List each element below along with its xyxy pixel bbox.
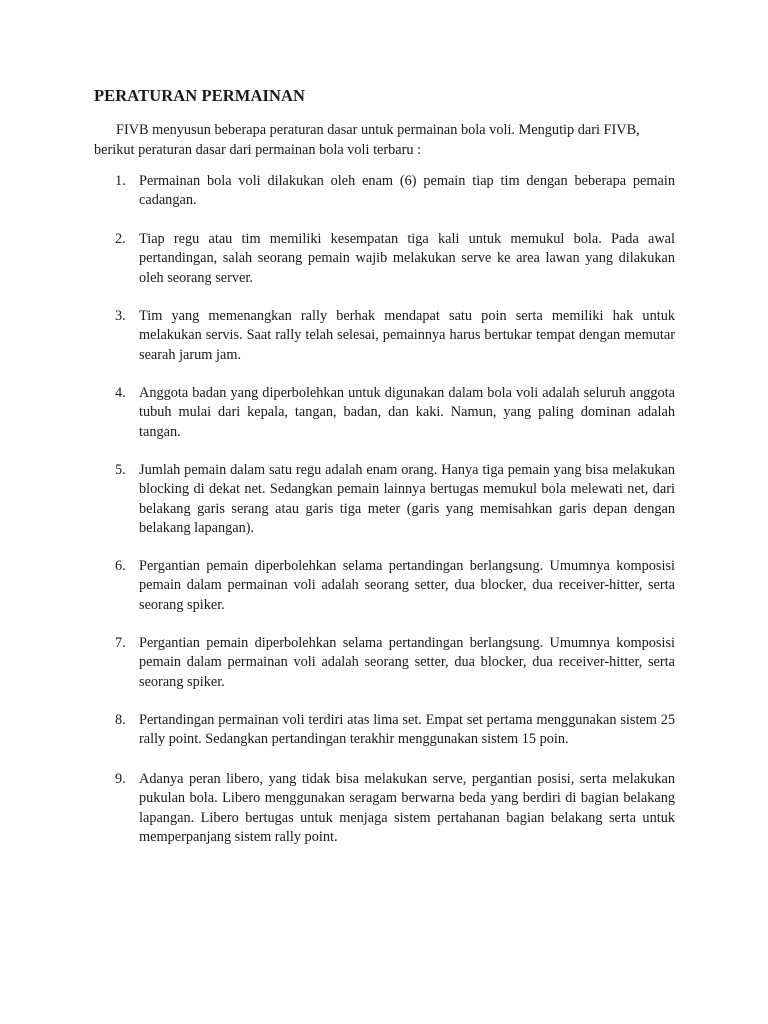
rule-number: 8. xyxy=(115,712,126,728)
rule-text: Adanya peran libero, yang tidak bisa melakukan serve, pergantian posisi, serta melakukan pukulan bola. Libero menggunakan seragam berwarna beda yang berdiri di bagian belakang lapangan. Libero bertugas untuk menjaga sistem pertahanan bagian belakang serta untuk memperpanjang sistem rally point. xyxy=(139,771,675,845)
rule-number: 9. xyxy=(115,771,126,787)
rule-number: 6. xyxy=(115,558,126,574)
rule-number: 7. xyxy=(115,635,126,651)
rule-text: Pertandingan permainan voli terdiri atas lima set. Empat set pertama menggunakan sistem 25 rally point. Sedangkan pertandingan terakhir menggunakan sistem 15 poin. xyxy=(139,712,675,748)
rule-number: 4. xyxy=(115,385,126,401)
rule-number: 1. xyxy=(115,173,126,189)
rule-text: Jumlah pemain dalam satu regu adalah enam orang. Hanya tiga pemain yang bisa melakukan blocking di dekat net. Sedangkan pemain lainnya bertugas memukul bola melewati net, dari belakang garis serang atau garis tiga meter (garis yang memisahkan garis depan dengan belakang lapangan). xyxy=(139,462,675,536)
rule-item-3 xyxy=(115,307,675,365)
rule-number: 2. xyxy=(115,231,126,247)
rule-text: Tiap regu atau tim memiliki kesempatan tiga kali untuk memukul bola. Pada awal pertandingan, salah seorang pemain wajib melakukan serve ke area lawan yang dilakukan oleh seorang server. xyxy=(139,231,675,286)
rule-text: Pergantian pemain diperbolehkan selama pertandingan berlangsung. Umumnya komposisi pemain dalam permainan voli adalah seorang setter, dua blocker, dua receiver-hitter, serta seorang spiker. xyxy=(139,558,675,613)
rule-item-5 xyxy=(115,461,675,538)
rule-item-2 xyxy=(115,230,675,288)
intro-paragraph: FIVB menyusun beberapa peraturan dasar untuk permainan bola voli. Mengutip dari FIVB, berikut peraturan dasar dari permainan bola voli terbaru : xyxy=(94,122,640,158)
rule-item-4 xyxy=(115,384,675,442)
rule-number: 3. xyxy=(115,308,126,324)
rule-item-6 xyxy=(115,557,675,615)
rule-item-7 xyxy=(115,634,675,692)
rule-text: Tim yang memenangkan rally berhak mendapat satu poin serta memiliki hak untuk melakukan servis. Saat rally telah selesai, pemainnya harus bertukar tempat dengan memutar searah jarum jam. xyxy=(139,308,675,363)
rule-text: Anggota badan yang diperbolehkan untuk digunakan dalam bola voli adalah seluruh anggota tubuh mulai dari kepala, tangan, badan, dan kaki. Namun, yang paling dominan adalah tangan. xyxy=(139,385,675,440)
document-title: PERATURAN PERMAINAN xyxy=(94,86,306,105)
rule-item-1 xyxy=(115,172,675,211)
rule-text: Permainan bola voli dilakukan oleh enam (6) pemain tiap tim dengan beberapa pemain cadangan. xyxy=(139,173,675,209)
rule-item-8 xyxy=(115,711,675,750)
rule-item-9 xyxy=(115,770,675,847)
rule-text: Pergantian pemain diperbolehkan selama pertandingan berlangsung. Umumnya komposisi pemain dalam permainan voli adalah seorang setter, dua blocker, dua receiver-hitter, serta seorang spiker. xyxy=(139,635,675,690)
rule-number: 5. xyxy=(115,462,126,478)
